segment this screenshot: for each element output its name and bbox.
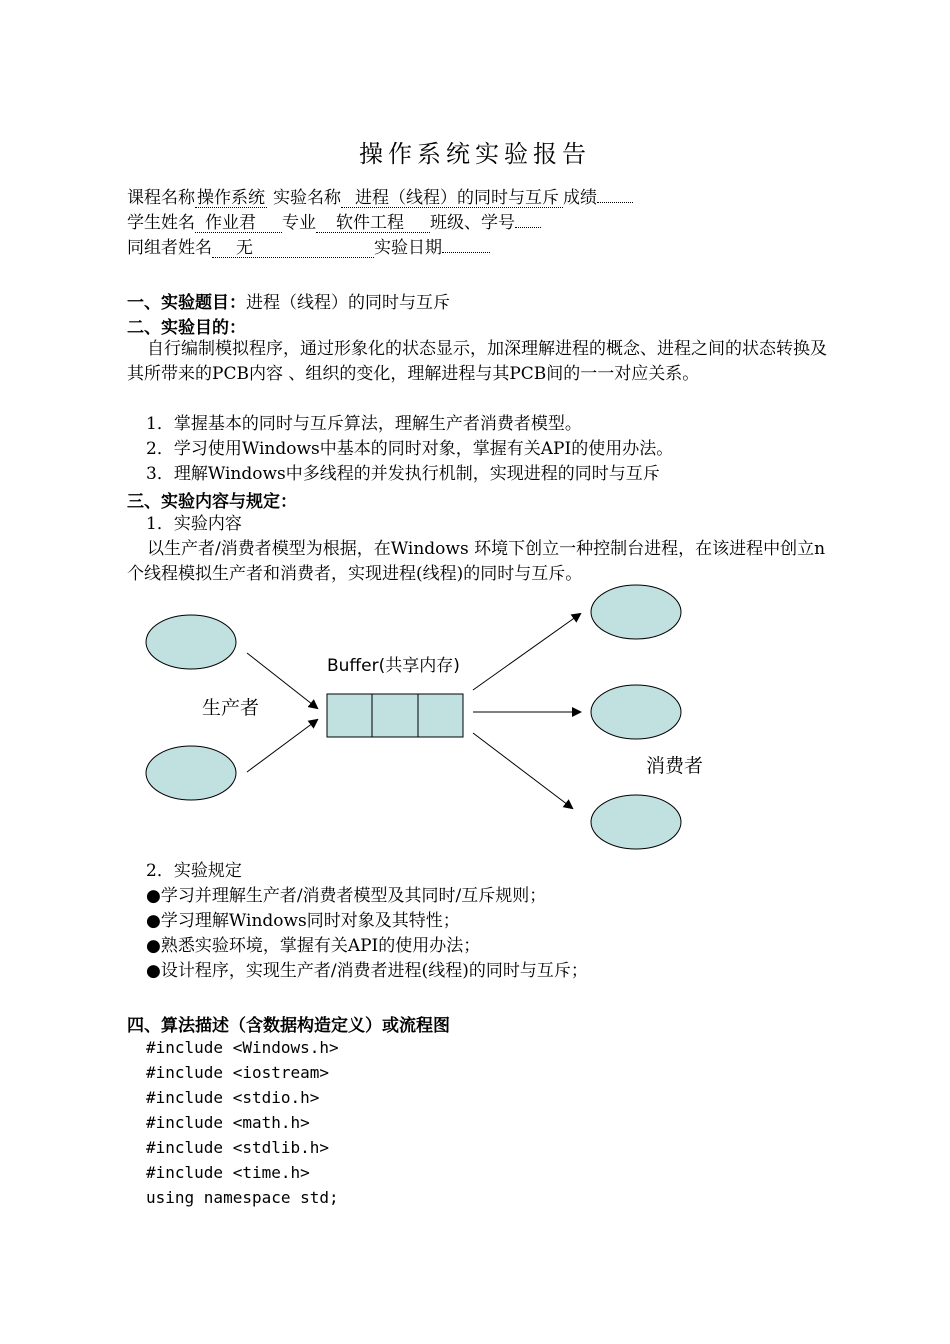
rule-bullet-3: ●熟悉实验环境，掌握有关API的使用办法； — [146, 936, 481, 956]
code-line-7: using namespace std; — [146, 1188, 339, 1207]
arrow-consumer-3 — [473, 733, 572, 808]
code-line-6: #include <time.h> — [146, 1163, 310, 1182]
buffer-label: Buffer(共享内存) — [327, 656, 460, 676]
student-label: 学生姓名 — [127, 213, 195, 233]
section3-sub1: 1．实验内容 — [146, 514, 242, 534]
page-title: 操作系统实验报告 — [359, 140, 591, 168]
course-label: 课程名称 — [127, 188, 195, 208]
section2-item-1: 1．掌握基本的同时与互斥算法，理解生产者消费者模型。 — [146, 414, 582, 434]
section2-paragraph: 自行编制模拟程序，通过形象化的状态显示，加深理解进程的概念、进程之间的状态转换及其所带来的PCB内容 、组织的变化，理解进程与其PCB间的一一对应关系。 — [127, 339, 827, 384]
section2-item-2: 2．学习使用Windows中基本的同时对象，掌握有关API的使用办法。 — [146, 439, 674, 459]
producer-ellipse-1 — [146, 615, 236, 669]
code-line-2: #include <iostream> — [146, 1063, 330, 1082]
rule-bullet-2: ●学习理解Windows同时对象及其特性； — [146, 911, 460, 931]
section1-heading — [127, 288, 450, 313]
consumer-ellipse-3 — [591, 795, 681, 849]
date-label: 实验日期 — [374, 238, 442, 258]
date-blank — [442, 252, 490, 253]
arrow-producer-2 — [247, 720, 317, 772]
code-line-5: #include <stdlib.h> — [146, 1138, 330, 1157]
group-value: 无 — [212, 239, 374, 258]
producer-label: 生产者 — [202, 697, 260, 719]
section2-item-3: 3．理解Windows中多线程的并发执行机制，实现进程的同时与互斥 — [146, 464, 660, 484]
code-line-1: #include <Windows.h> — [146, 1038, 339, 1057]
info-line-student — [127, 211, 541, 236]
rule-bullet-1: ●学习并理解生产者/消费者模型及其同时/互斥规则； — [146, 886, 547, 906]
consumer-ellipse-2 — [591, 685, 681, 739]
code-line-4: #include <math.h> — [146, 1113, 310, 1132]
score-blank — [597, 202, 633, 203]
code-line-3: #include <stdio.h> — [146, 1088, 320, 1107]
major-label: 专业 — [282, 213, 316, 233]
class-blank — [515, 227, 541, 228]
section3-sub2: 2．实验规定 — [146, 861, 242, 881]
section1-text: 进程（线程）的同时与互斥 — [246, 293, 450, 313]
group-label: 同组者姓名 — [127, 238, 212, 258]
exp-value: 进程（线程）的同时与互斥 — [341, 189, 563, 208]
section1-heading-label: 一、实验题目： — [127, 293, 246, 313]
student-value: 作业君 — [195, 214, 282, 233]
consumer-ellipse-1 — [591, 585, 681, 639]
exp-label: 实验名称 — [273, 188, 341, 208]
section3-heading: 三、实验内容与规定： — [127, 492, 297, 512]
section2-heading: 二、实验目的： — [127, 318, 246, 338]
major-value: 软件工程 — [316, 214, 430, 233]
class-label: 班级、学号 — [430, 213, 515, 233]
info-line-group — [127, 236, 490, 261]
buffer-box — [327, 694, 463, 737]
rule-bullet-4: ●设计程序，实现生产者/消费者进程(线程)的同时与互斥； — [146, 961, 588, 981]
producer-consumer-diagram — [0, 580, 950, 850]
course-value: 操作系统 — [197, 188, 265, 208]
consumer-label: 消费者 — [646, 755, 704, 777]
score-label: 成绩 — [563, 188, 597, 208]
info-line-course — [127, 186, 633, 211]
section3-paragraph: 以生产者/消费者模型为根据，在Windows 环境下创立一种控制台进程，在该进程中创立n个线程模拟生产者和消费者，实现进程(线程)的同时与互斥。 — [127, 539, 826, 584]
producer-ellipse-2 — [146, 746, 236, 800]
section4-heading: 四、算法描述（含数据构造定义）或流程图 — [127, 1016, 450, 1036]
arrow-consumer-1 — [473, 614, 580, 690]
